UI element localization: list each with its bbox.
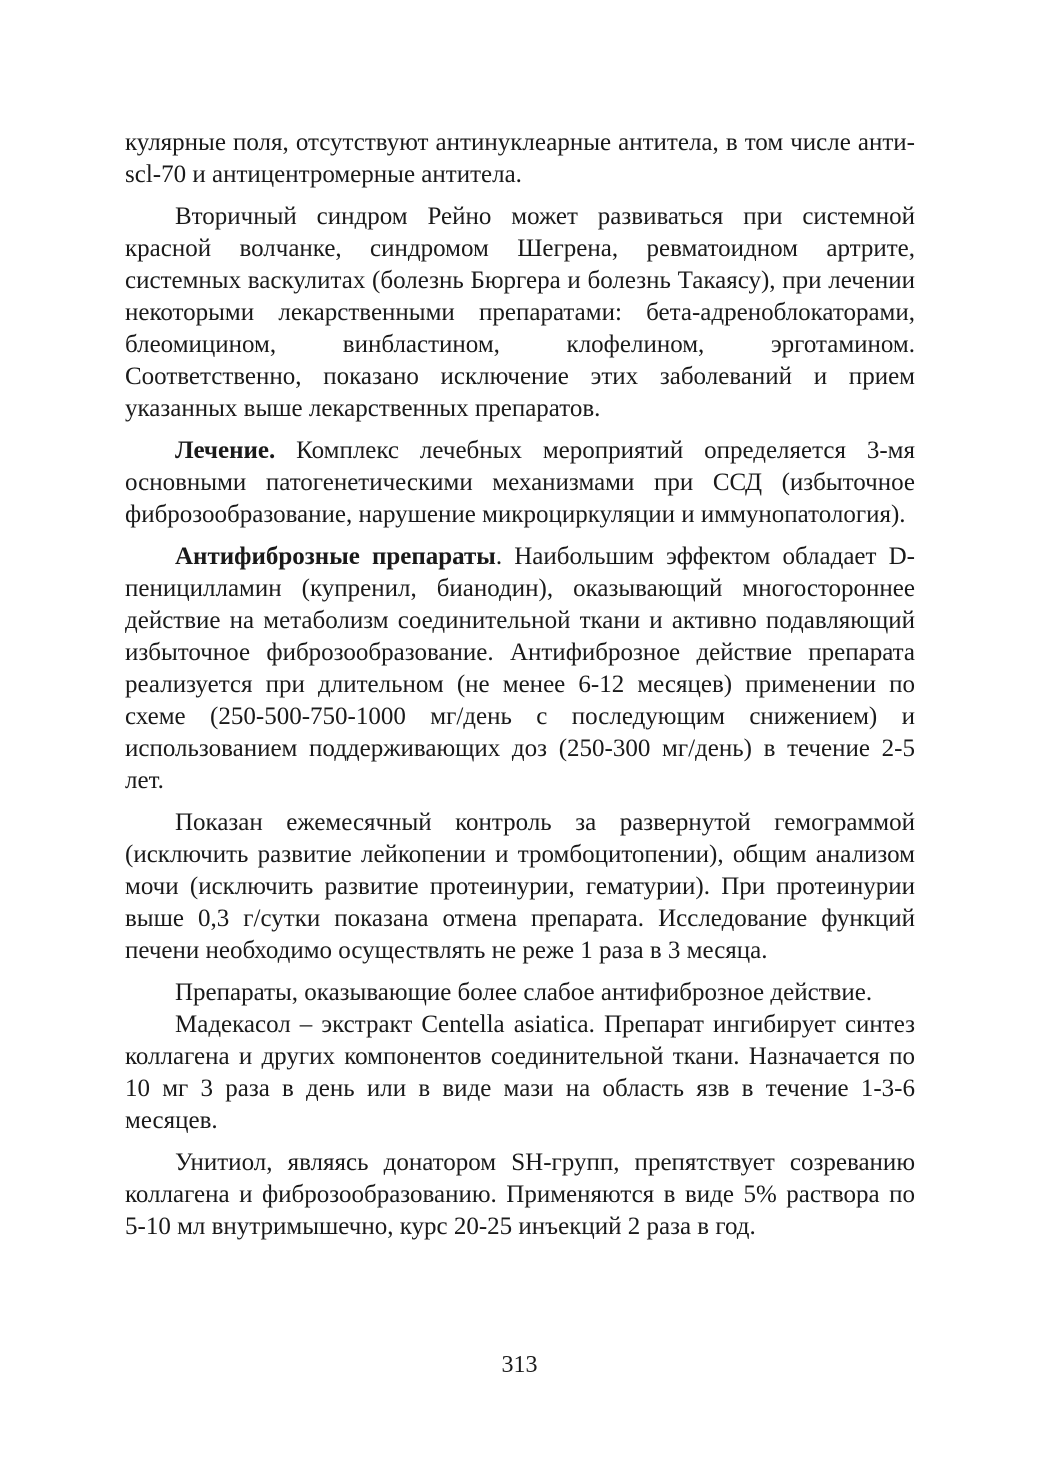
paragraph-heading: Антифиброзные препараты	[175, 543, 496, 570]
paragraph-text: Вторичный синдром Рейно может развиваться при системной красной волчанке, синдромом Шегрена, ревматоидном артрите, системных васкулитах (болезнь Бюргера и болезнь Такаясу), при лечении некоторыми лекарственными препаратами: бета-адреноблокаторами, блеомицином, винбластином, клофелином, эрготамином. Соответственно, показано исключение этих заболеваний и прием указанных выше лекарственных препаратов.	[125, 203, 915, 422]
paragraph-text: Показан ежемесячный контроль за развернутой гемограммой (исключить развитие лейкопении и тромбоцитопении), общим анализом мочи (исключить развитие протеинурии, гематурии). При протеинурии выше 0,3 г/сутки показана отмена препарата. Исследование функций печени необходимо осуществлять не реже 1 раза в 3 месяца.	[125, 809, 915, 964]
paragraph-weaker-drugs	[125, 977, 915, 1009]
paragraph-heading: Лечение.	[175, 437, 276, 464]
paragraph-monitoring	[125, 807, 915, 967]
paragraph-treatment	[125, 435, 915, 531]
page-body	[125, 127, 915, 1253]
paragraph-madecassol	[125, 1009, 915, 1137]
paragraph-unithiol	[125, 1147, 915, 1243]
paragraph-text: Комплекс лечебных мероприятий определяется 3-мя основными патогенетическими механизмами при ССД (избыточное фиброзообразование, нарушение микроциркуляции и иммунопатология).	[125, 437, 915, 528]
paragraph-secondary-raynaud	[125, 201, 915, 425]
paragraph-text: Унитиол, являясь донатором SH-групп, препятствует созреванию коллагена и фиброзообразованию. Применяются в виде 5% раствора по 5-10 мл внутримышечно, курс 20-25 инъекций 2 раза в год.	[125, 1149, 915, 1240]
paragraph-text: кулярные поля, отсутствуют антинуклеарные антитела, в том числе анти-scl-70 и антицентромерные антитела.	[125, 129, 915, 188]
paragraph-text: Мадекасол – экстракт Centella asiatica. Препарат ингибирует синтез коллагена и других компонентов соединительной ткани. Назначается по 10 мг 3 раза в день или в виде мази на область язв в течение 1-3-6 месяцев.	[125, 1011, 915, 1134]
paragraph-text: Препараты, оказывающие более слабое антифиброзное действие.	[175, 979, 873, 1006]
paragraph-text: . Наибольшим эффектом обладает D-пеницилламин (купренил, бианодин), оказывающий многостороннее действие на метаболизм соединительной ткани и активно подавляющий избыточное фиброзообразование. Антифиброзное действие препарата реализуется при длительном (не менее 6-12 месяцев) применении по схеме (250-500-750-1000 мг/день с последующим снижением) и использованием поддерживающих доз (250-300 мг/день) в течение 2-5 лет.	[125, 543, 915, 794]
paragraph-antifibrotic-drugs	[125, 541, 915, 797]
paragraph-continuation	[125, 127, 915, 191]
page-number: 313	[501, 1352, 538, 1378]
